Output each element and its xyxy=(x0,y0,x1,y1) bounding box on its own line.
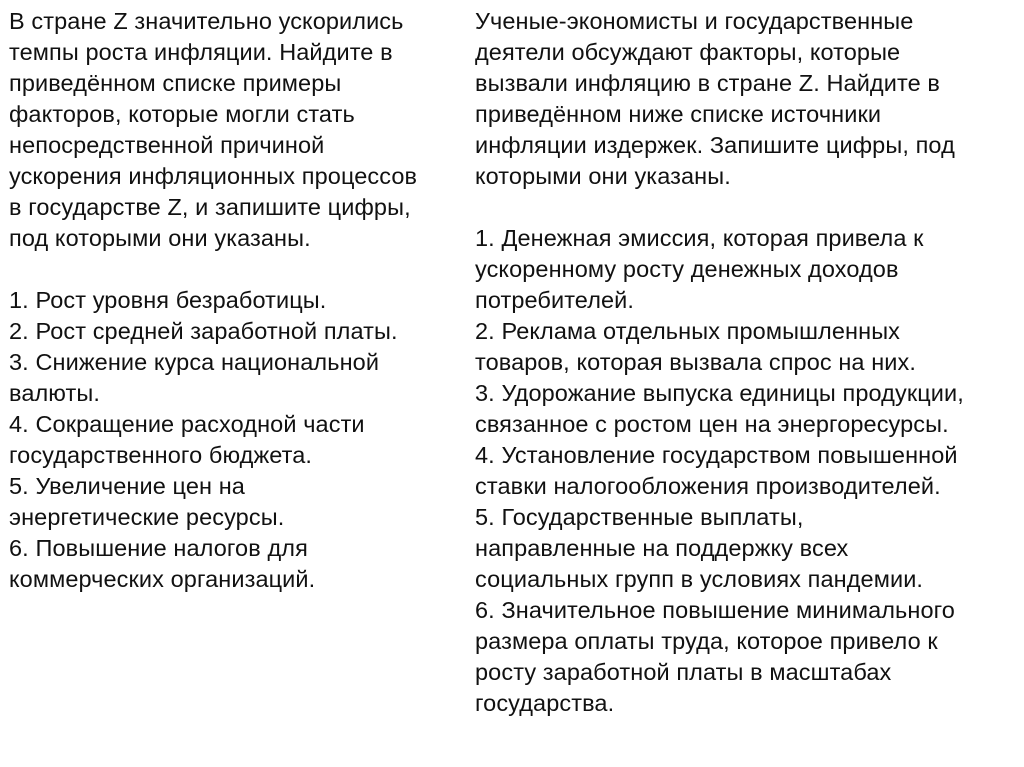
item-text: Рост средней заработной платы. xyxy=(35,318,398,344)
item-text: Реклама отдельных промышленных товаров, которая вызвала спрос на них. xyxy=(475,318,917,375)
right-task-intro: Ученые-экономисты и государственные деятели обсуждают факторы, которые вызвали инфляцию в стране Z. Найдите в приведённом ниже списке источники инфляции издержек. Запишите цифры, под которыми они указаны. xyxy=(475,8,955,189)
left-list-item-6 xyxy=(9,533,464,595)
left-list-item-5 xyxy=(9,471,464,533)
right-list-item-6 xyxy=(475,595,1015,719)
item-text: Государственные выплаты, направленные на поддержку всех социальных групп в условиях пандемии. xyxy=(475,504,924,592)
item-number: 2. xyxy=(475,318,495,344)
left-list-item-4 xyxy=(9,409,464,471)
left-column xyxy=(9,6,464,595)
item-number: 5. xyxy=(475,504,495,530)
item-text: Сокращение расходной части государственного бюджета. xyxy=(9,411,365,468)
left-spacer xyxy=(9,254,464,285)
item-number: 1. xyxy=(475,225,495,251)
item-text: Удорожание выпуска единицы продукции, связанное с ростом цен на энергоресурсы. xyxy=(475,380,964,437)
item-text: Установление государством повышенной ставки налогообложения производителей. xyxy=(475,442,958,499)
left-list-item-1 xyxy=(9,285,464,316)
right-list-item-3 xyxy=(475,378,1015,440)
right-column xyxy=(475,6,1015,719)
item-number: 6. xyxy=(475,597,495,623)
right-spacer xyxy=(475,192,1015,223)
item-number: 3. xyxy=(475,380,495,406)
left-task-intro: В стране Z значительно ускорились темпы роста инфляции. Найдите в приведённом списке примеры факторов, которые могли стать непосредственной причиной ускорения инфляционных процессов в государстве Z, и запишите цифры, под которыми они указаны. xyxy=(9,8,418,251)
right-list-item-2 xyxy=(475,316,1015,378)
right-list-item-5 xyxy=(475,502,1015,595)
item-text: Значительное повышение минимального размера оплаты труда, которое привело к росту заработной платы в масштабах государства. xyxy=(475,597,955,716)
item-number: 5. xyxy=(9,473,29,499)
left-list-item-3 xyxy=(9,347,464,409)
item-text: Снижение курса национальной валюты. xyxy=(9,349,380,406)
item-number: 3. xyxy=(9,349,29,375)
right-list-item-1 xyxy=(475,223,1015,316)
item-number: 1. xyxy=(9,287,29,313)
item-text: Повышение налогов для коммерческих организаций. xyxy=(9,535,316,592)
item-number: 4. xyxy=(9,411,29,437)
item-number: 6. xyxy=(9,535,29,561)
item-number: 2. xyxy=(9,318,29,344)
item-text: Денежная эмиссия, которая привела к ускоренному росту денежных доходов потребителей. xyxy=(475,225,924,313)
item-number: 4. xyxy=(475,442,495,468)
item-text: Увеличение цен на энергетические ресурсы. xyxy=(9,473,285,530)
left-list-item-2 xyxy=(9,316,464,347)
right-list-item-4 xyxy=(475,440,1015,502)
item-text: Рост уровня безработицы. xyxy=(35,287,327,313)
